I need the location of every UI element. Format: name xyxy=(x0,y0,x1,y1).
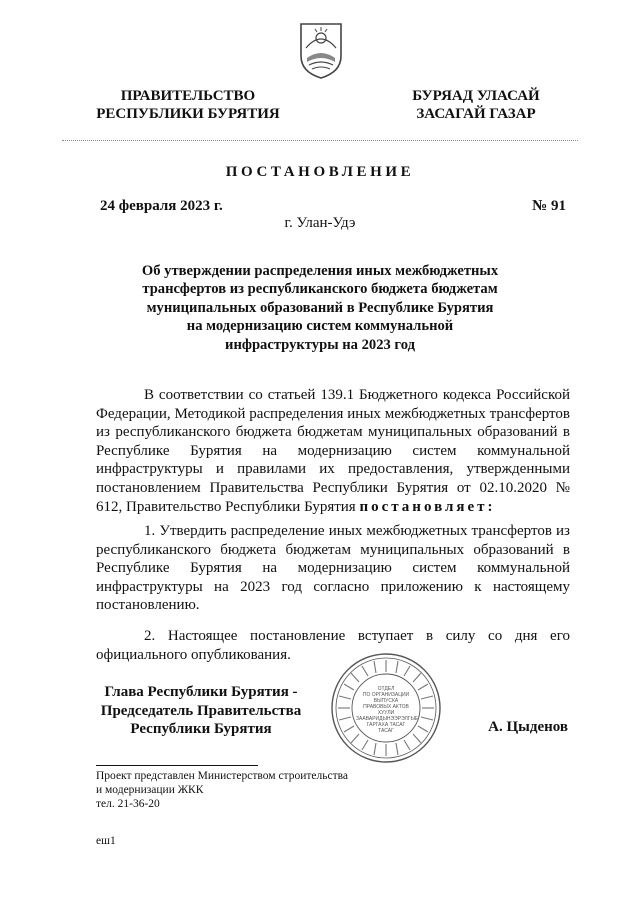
position-line-3: Республики Бурятия xyxy=(130,721,272,737)
footer-line-3: тел. 21-36-20 xyxy=(96,798,160,810)
decree-item-2: 2. Настоящее постановление вступает в силу со дня его официального опубликования. xyxy=(96,628,570,663)
stamp-line-5: ХУУЛИ xyxy=(377,710,395,716)
subject-line-5: инфраструктуры на 2023 год xyxy=(225,336,415,353)
header-left-line2: РЕСПУБЛИКИ БУРЯТИЯ xyxy=(96,106,280,122)
stamp-line-6: ЗААВАРИДЫНЭЭРЭЛГЫЕ xyxy=(356,716,419,722)
stamp-line-4: ПРАВОВЫХ АКТОВ xyxy=(363,704,409,710)
preamble-text: В соответствии со статьей 139.1 Бюджетного кодекса Российской Федерации, Методикой распределения иных межбюджетных трансфертов из республиканского бюджета бюджетам муниципальных образований в Республике Бурятия на модернизацию систем коммунальной инфраструктуры и правилами их предоставления, утвержденными постановлением Правительства Республики Бурятия от 02.10.2020 № 612, Правительство Республики Бурятия xyxy=(96,387,570,515)
preamble-paragraph xyxy=(96,386,570,516)
document-date: 24 февраля 2023 г. xyxy=(100,198,223,214)
position-line-1: Глава Республики Бурятия - xyxy=(104,684,298,700)
footer-block xyxy=(96,769,348,811)
document-number: № 91 xyxy=(532,198,566,214)
stamp-line-2: ПО ОРГАНИЗАЦИИ xyxy=(362,692,410,698)
header-divider xyxy=(62,140,578,141)
stamp-line-3: ВЫПУСКА xyxy=(373,698,399,704)
stamp-line-7: ГАРГАХА ТАСАГ xyxy=(366,722,406,728)
header-right-line1: БУРЯАД УЛАСАЙ xyxy=(412,88,540,104)
subject-line-2: трансфертов из республиканского бюджета бюджетам xyxy=(142,281,498,298)
footer-code: еш1 xyxy=(96,835,116,847)
coat-of-arms-emblem xyxy=(298,18,344,80)
header-left-line1: ПРАВИТЕЛЬСТВО xyxy=(120,88,256,104)
position-line-2: Председатель Правительства xyxy=(100,702,302,719)
subject-line-4: на модернизацию систем коммунальной xyxy=(186,318,454,335)
document-city: г. Улан-Удэ xyxy=(284,215,356,231)
stamp-line-8: ТАСАГ xyxy=(378,728,394,734)
government-name-russian xyxy=(82,87,294,123)
decree-word: постановляет: xyxy=(359,498,496,515)
footer-line-2: и модернизации ЖКК xyxy=(96,784,204,796)
signatory-position xyxy=(86,683,316,739)
document-subject xyxy=(120,262,520,354)
stamp-text xyxy=(356,686,419,734)
subject-line-3: муниципальных образований в Республике Бурятия xyxy=(146,299,494,316)
signatory-name: А. Цыденов xyxy=(488,719,568,735)
government-name-buryat xyxy=(370,87,582,123)
subject-line-1: Об утверждении распределения иных межбюджетных xyxy=(141,263,499,279)
footer-divider xyxy=(96,765,258,766)
header-right-line2: ЗАСАГАЙ ГАЗАР xyxy=(416,106,536,122)
footer-line-1: Проект представлен Министерством строительства xyxy=(96,770,349,782)
stamp-line-1: ОТДЕЛ xyxy=(377,686,395,692)
document-type-title: ПОСТАНОВЛЕНИЕ xyxy=(225,164,415,180)
decree-item-1: 1. Утвердить распределение иных межбюджетных трансфертов из республиканского бюджета бюджетам муниципальных образований в Республике Бурятия на модернизацию систем коммунальной инфраструктуры на 2023 год согласно приложению к настоящему постановлению. xyxy=(96,523,570,614)
